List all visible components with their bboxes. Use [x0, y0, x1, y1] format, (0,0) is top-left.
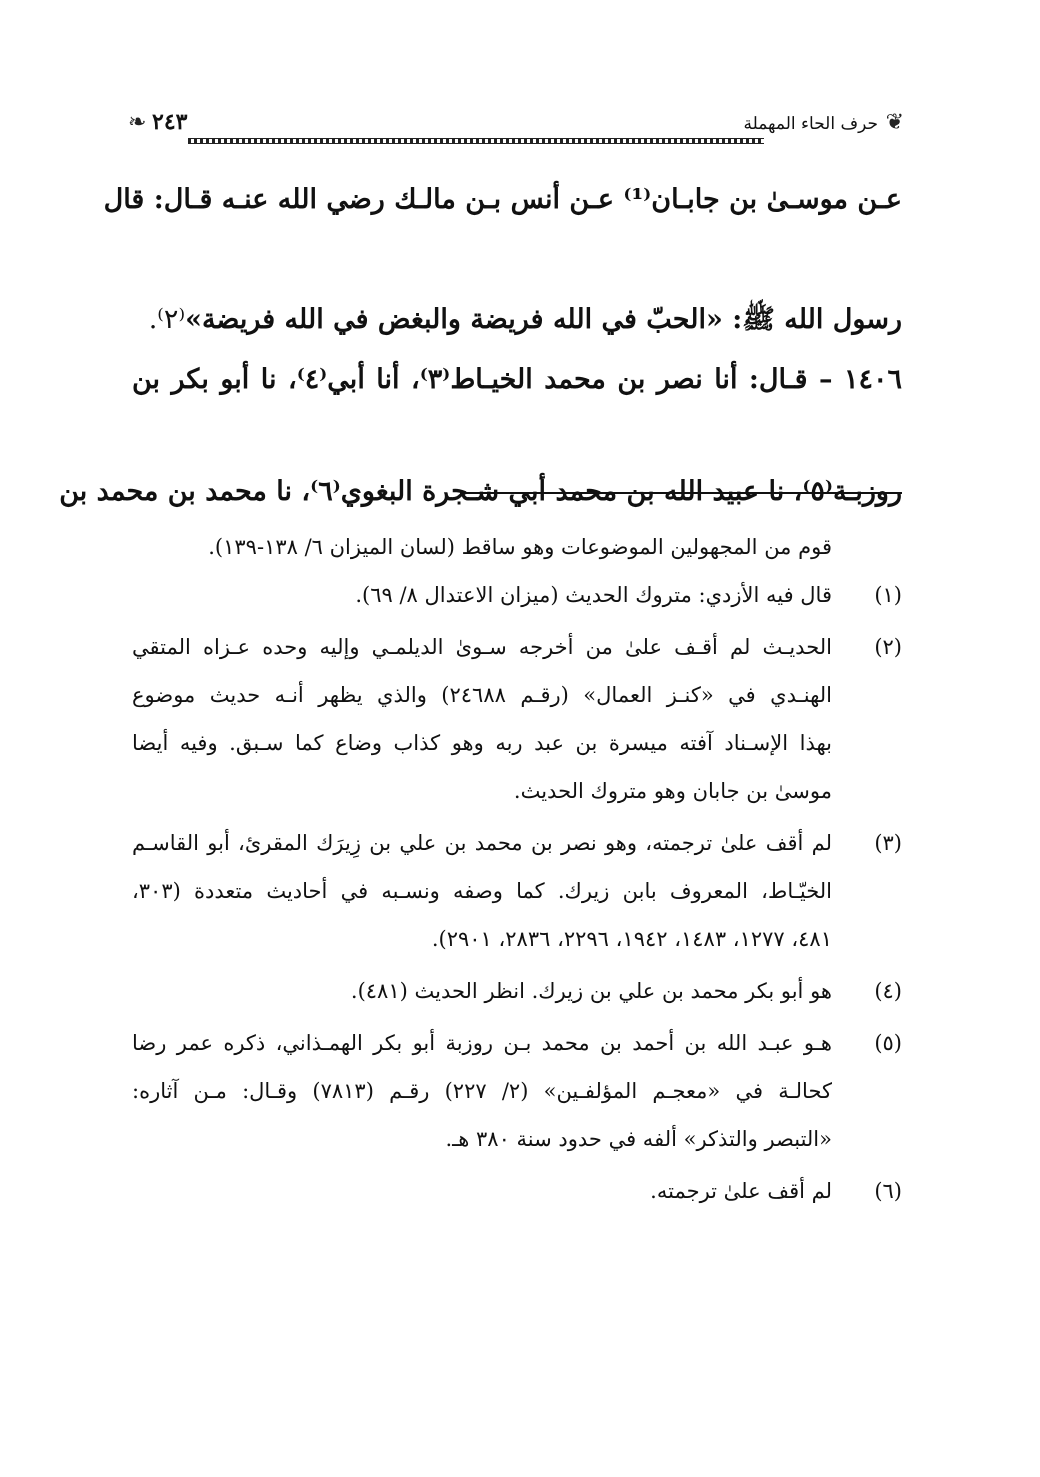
footnote-line: قال فيه الأزدي: متروك الحديث (ميزان الاعتدال ٨/ ٦٩).	[355, 583, 832, 607]
footnote-line: لم أقف علىٰ ترجمته.	[650, 1179, 832, 1203]
footnote-line: قوم من المجهولين الموضوعات وهو ساقط (لسان الميزان ٦/ ١٣٨-١٣٩).	[208, 535, 832, 559]
footnote-line: «التبصر والتذكر» ألفه في حدود سنة ٣٨٠ هـ.	[445, 1127, 832, 1151]
chapter-title: حرف الحاء المهملة	[743, 114, 878, 134]
footnote-number: (٣)	[874, 831, 902, 855]
footnote	[132, 1019, 902, 1163]
page-header	[128, 108, 904, 148]
footnote	[132, 819, 902, 963]
footnote-line: هـو عبـد الله بن أحمد بن محمد بـن روزبة أبو بكر الهمـذاني، ذكره عمر رضا	[132, 1031, 832, 1055]
footnote-line: بهذا الإسـناد آفته ميسرة بن عبد ربه وهو كذاب وضاع كما سـبق. وفيه أيضا	[132, 731, 832, 755]
main-text: رسول الله ﷺ:	[722, 304, 902, 335]
footnote-number: (١)	[874, 583, 902, 607]
footnote-number: (٤)	[874, 979, 902, 1003]
footnote-separator	[460, 492, 902, 494]
footnote	[132, 623, 902, 815]
footnote-line: لم أقف علىٰ ترجمته، وهو نصر بن محمد بن علي بن زِيرَك المقرئ، أبو القاسـم	[132, 831, 832, 855]
footnote-line: الهنـدي في «كنـز العمال» (رقـم ٢٤٦٨٨) والذي يظهر أنـه حديث موضوع	[132, 683, 833, 707]
footnote-number: (٥)	[874, 1031, 902, 1055]
hadith-text: «الحبّ في الله فريضة والبغض في الله فريضة»	[185, 304, 723, 335]
footnote-line: هو أبو بكر محمد بن علي بن زيرك. انظر الحديث (٤٨١).	[350, 979, 832, 1003]
footnote-number: (٦)	[874, 1179, 902, 1203]
footnote	[132, 571, 902, 619]
main-line: ١٤٠٦ – قـال: أنا نصر بن محمد الخيـاط⁽٣⁾، أنا أبي⁽٤⁾، نا أبو بكر بن	[132, 364, 902, 395]
footnote-line: ٤٨١، ١٢٧٧، ١٤٨٣، ١٩٤٢، ٢٢٩٦، ٢٨٣٦، ٢٩٠١).	[431, 927, 832, 951]
floral-ornament-icon: ❧	[128, 110, 147, 135]
footnote-line: موسىٰ بن جابان وهو متروك الحديث.	[513, 779, 832, 803]
main-paragraph-1	[103, 178, 902, 380]
footnote-line: الحديـث لم أقـف علىٰ من أخرجه سـوىٰ الديلمـي وإليه وحده عـزاه المتقي	[132, 635, 832, 659]
footnotes	[132, 523, 902, 1215]
main-line: عـن موسـىٰ بن جابـان⁽¹⁾ عـن أنس بـن مالـك رضي الله عنـه قـال: قال	[103, 184, 902, 215]
floral-ornament-icon: ❦	[885, 110, 904, 135]
header-rule	[188, 138, 764, 144]
footnote-line: كحالـة في «معجـم المؤلفـين» (٢/ ٢٢٧) رقـم (٧٨١٣) وقـال: مـن آثاره:	[132, 1079, 832, 1103]
footnote	[132, 967, 902, 1015]
page-number: ٢٤٣	[152, 109, 188, 135]
main-line: روزبـة⁽٥⁾، نا عبيد الله بن محمد أبي شـجرة البغوي⁽٦⁾، نا محمد بن محمد بن	[59, 476, 902, 507]
footnote	[132, 1167, 902, 1215]
footnote-continuation	[132, 523, 902, 571]
footnote-ref: ⁽٢⁾.	[148, 304, 186, 335]
footnote-number: (٢)	[874, 635, 902, 659]
footnote-line: الخيّـاط، المعروف بابن زيرك. كما وصفه ونسـبه في أحاديث متعددة (٣٠٣،	[132, 879, 832, 903]
